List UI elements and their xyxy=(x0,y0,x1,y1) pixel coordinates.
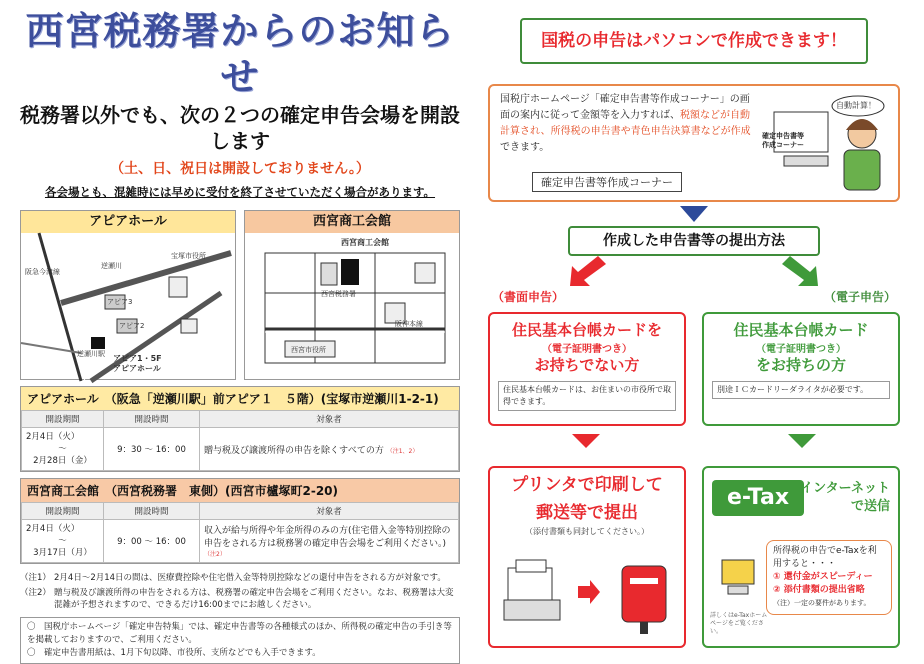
info-line: 〇 国税庁ホームページ「確定申告特集」では、確定申告書等の各種様式のほか、所得税の確定申告の手引き等を掲載しておりますので、ご利用ください。 xyxy=(27,622,452,645)
card-sub: （電子証明書つき） xyxy=(756,344,846,355)
down-arrow-icon xyxy=(680,206,708,222)
col-period: 開設期間 xyxy=(22,411,104,428)
etax-logo: e-Tax xyxy=(712,480,804,516)
period-cell xyxy=(22,428,104,471)
info-line: 〇 確定申告書用紙は、1月下旬以降、市役所、支所などでも入手できます。 xyxy=(27,648,321,658)
footnote-2 xyxy=(20,587,460,611)
print-sub: （添付書類も同封してください。） xyxy=(525,527,649,536)
pc-creation-box xyxy=(488,84,900,202)
congestion-warning: 各会場とも、混雑時には早めに受付を終了させていただく場合があります。 xyxy=(44,185,436,199)
venue-apia-table xyxy=(21,410,459,471)
shoko-map xyxy=(244,210,460,380)
submission-split xyxy=(488,256,900,658)
pc-banner: 国税の申告はパソコンで作成できます！ xyxy=(520,18,868,64)
period-start: 2月4日（火） xyxy=(26,432,80,442)
card-title: 住民基本台帳カード xyxy=(733,321,869,339)
down-arrow-icon xyxy=(572,434,600,448)
time-cell: 9：30 ～ 16：00 xyxy=(104,428,200,471)
etax-send-line: で送信 xyxy=(850,499,890,514)
etax-benefit-note: （注）一定の要件があります。 xyxy=(773,599,871,607)
left-column xyxy=(20,8,460,658)
page-subtitle: 税務署以外でも、次の２つの確定申告会場を開設します xyxy=(20,103,460,153)
has-card-box xyxy=(702,312,900,426)
map-label: 西宮商工会館 xyxy=(341,238,389,247)
info-box xyxy=(20,617,460,664)
pc-text-part: できます。 xyxy=(500,142,550,153)
etax-benefits-bubble xyxy=(766,540,892,615)
etax-bubble-intro: 所得税の申告でe-Taxを利用すると・・・ xyxy=(773,546,877,569)
map-label: アピア3 xyxy=(107,298,133,306)
venue-apia xyxy=(20,386,460,472)
period-end: 2月28日（金） xyxy=(33,456,92,466)
target-text: 収入が給与所得や年金所得のみの方(住宅借入金等特別控除の申告をされる方は税務署の確定申告会場をご利用ください。) xyxy=(204,526,451,549)
period-start: 2月4日（火） xyxy=(26,524,80,534)
pc-screen-text: 確定申告書等作成コーナー xyxy=(762,132,804,149)
map-label: 宝塚市役所 xyxy=(171,252,206,260)
table-row xyxy=(22,428,459,471)
red-arrow-right-icon xyxy=(578,580,600,604)
shoko-map-header: 西宮商工会館 xyxy=(245,211,459,233)
time-cell: 9：00 ～ 16：00 xyxy=(104,520,200,563)
printer-icon xyxy=(502,558,572,628)
card-note: 別途ＩＣカードリーダライタが必要です。 xyxy=(712,381,890,399)
card-sub: （電子証明書つき） xyxy=(542,344,632,355)
paper-filing-label: （書面申告） xyxy=(492,290,565,304)
right-column xyxy=(488,18,900,638)
table-header-row xyxy=(22,411,459,428)
map-label: アピア1・5F xyxy=(113,354,162,363)
print-title: 郵送等で提出 xyxy=(536,503,638,523)
table-row xyxy=(22,520,459,563)
map-label: アピア2 xyxy=(119,322,145,330)
pc-bubble-text: 自動計算！ xyxy=(836,101,876,110)
green-arrow-icon xyxy=(782,256,822,286)
footnote-1 xyxy=(20,572,460,584)
print-title: プリンタで印刷して xyxy=(511,475,663,495)
closed-days-note: （土、日、祝日は開設しておりません。） xyxy=(110,161,370,177)
footnote-text: 贈与税及び譲渡所得の申告をされる方は、税務署の確定申告会場をご利用ください。なお、税務署は大変混雑が予想されますので、できるだけ16:00までにお越しください。 xyxy=(54,588,454,610)
etax-pc-note: 詳しくはe-Taxホームページをご覧ください。 xyxy=(710,612,768,635)
venue-maps xyxy=(20,210,460,380)
target-note: （注2） xyxy=(204,551,226,558)
map-label: 西宮市役所 xyxy=(291,346,326,354)
electronic-filing-label: （電子申告） xyxy=(823,290,896,304)
footnotes xyxy=(20,572,460,611)
etax-box xyxy=(702,466,900,648)
target-text: 贈与税及び譲渡所得の申告を除くすべての方 xyxy=(204,445,384,456)
page-title: 西宮税務署からのお知らせ xyxy=(25,9,455,99)
etax-send-text xyxy=(800,480,890,516)
period-tilde: ～ xyxy=(58,444,67,454)
footnote-text: 2月4日～2月14日の間は、医療費控除や住宅借入金等特別控除などの還付申告をされる方が対象です。 xyxy=(54,573,446,583)
apia-map-header: アピアホール xyxy=(21,211,235,233)
down-arrow-icon xyxy=(788,434,816,448)
target-cell xyxy=(200,520,459,563)
col-time: 開設時間 xyxy=(104,411,200,428)
col-target: 対象者 xyxy=(200,411,459,428)
card-title: をお持ちの方 xyxy=(755,356,846,374)
red-arrow-icon xyxy=(566,256,606,286)
period-cell xyxy=(22,520,104,563)
footnote-tag: （注1） xyxy=(20,573,51,583)
footnote-tag: （注2） xyxy=(20,588,51,598)
col-time: 開設時間 xyxy=(104,503,200,520)
map-label: 逆瀬川駅 xyxy=(77,350,105,358)
venue-apia-header: アピアホール （阪急「逆瀬川駅」前アピア１ ５階）(宝塚市逆瀬川1-2-1) xyxy=(21,387,459,410)
pc-text-highlight: 税額などが自動計算され、所得税の申告書や青色申告決算書などが作成 xyxy=(500,110,751,137)
shoko-map-drawing xyxy=(245,233,461,381)
col-target: 対象者 xyxy=(200,503,459,520)
no-card-box xyxy=(488,312,686,426)
card-note: 住民基本台帳カードは、お住まいの市役所で取得できます。 xyxy=(498,381,676,411)
etax-send-line: インターネット xyxy=(800,481,890,496)
map-label: アピアホール xyxy=(113,364,161,373)
target-cell xyxy=(200,428,459,471)
mailbox-icon xyxy=(614,556,674,636)
computer-icon xyxy=(718,558,758,598)
card-title: 住民基本台帳カードを xyxy=(511,321,662,339)
pc-corner-label: 確定申告書等作成コーナー xyxy=(532,172,682,192)
map-label: 逆瀬川 xyxy=(101,262,122,270)
period-end: 3月17日（月） xyxy=(33,548,92,558)
period-tilde: ～ xyxy=(58,536,67,546)
pc-text-part: 国税庁ホームページ「確定申告書等作成コーナー」の画面の案内に従って金額等を入力すれば、 xyxy=(500,94,750,121)
map-label: 阪神本線 xyxy=(395,320,423,328)
submission-method-title: 作成した申告書等の提出方法 xyxy=(568,226,820,256)
col-period: 開設期間 xyxy=(22,503,104,520)
etax-benefit: ② 添付書類の提出省略 xyxy=(773,585,865,595)
etax-benefit: ① 還付金がスピーディー xyxy=(773,572,873,582)
card-title: お持ちでない方 xyxy=(534,356,640,374)
map-label: 西宮税務署 xyxy=(321,290,356,298)
print-mail-box xyxy=(488,466,686,648)
venue-shoko-header: 西宮商工会館 （西宮税務署 東側）(西宮市櫨塚町2-20) xyxy=(21,479,459,502)
target-note: （注1、2） xyxy=(386,447,419,455)
apia-map xyxy=(20,210,236,380)
table-header-row xyxy=(22,503,459,520)
map-label: 阪急今津線 xyxy=(25,268,60,276)
venue-shoko xyxy=(20,478,460,564)
pc-description xyxy=(500,92,758,156)
venue-shoko-table xyxy=(21,502,459,563)
